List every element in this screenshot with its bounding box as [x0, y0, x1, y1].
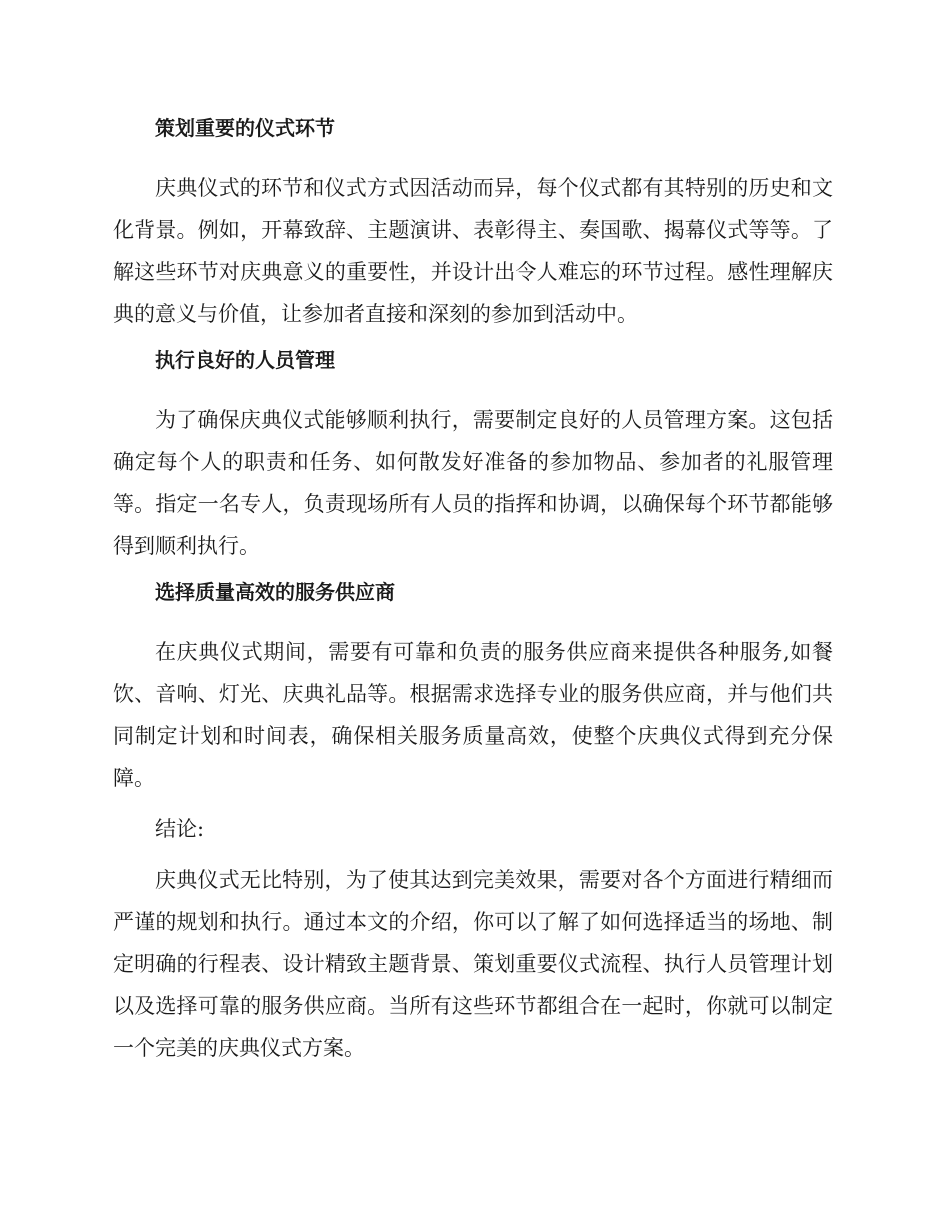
- section-paragraph-suppliers: 在庆典仪式期间，需要有可靠和负责的服务供应商来提供各种服务,如餐饮、音响、灯光、庆典礼品等。根据需求选择专业的服务供应商，并与他们共同制定计划和时间表，确保相关服务质量高效，使整个庆典仪式得到充分保障。: [113, 640, 833, 790]
- document-page: [113, 112, 833, 1078]
- section-paragraph-staff: 为了确保庆典仪式能够顺利执行，需要制定良好的人员管理方案。这包括确定每个人的职责和任务、如何散发好准备的参加物品、参加者的礼服管理等。指定一名专人，负责现场所有人员的指挥和协调，以确保每个环节都能够得到顺利执行。: [113, 408, 833, 558]
- section-heading-ceremony: 策划重要的仪式环节: [155, 116, 335, 140]
- section-heading-staff: 执行良好的人员管理: [155, 348, 335, 372]
- section-paragraph-ceremony: 庆典仪式的环节和仪式方式因活动而异，每个仪式都有其特别的历史和文化背景。例如，开幕致辞、主题演讲、表彰得主、奏国歌、揭幕仪式等等。了解这些环节对庆典意义的重要性，并设计出令人难忘的环节过程。感性理解庆典的意义与价值，让参加者直接和深刻的参加到活动中。: [113, 176, 833, 326]
- section-heading-suppliers: 选择质量高效的服务供应商: [155, 580, 395, 604]
- conclusion-paragraph: 庆典仪式无比特别，为了使其达到完美效果，需要对各个方面进行精细而严谨的规划和执行。通过本文的介绍，你可以了解了如何选择适当的场地、制定明确的行程表、设计精致主题背景、策划重要仪式流程、执行人员管理计划以及选择可靠的服务供应商。当所有这些环节都组合在一起时，你就可以制定一个完美的庆典仪式方案。: [113, 868, 833, 1060]
- conclusion-label: 结论:: [155, 817, 205, 841]
